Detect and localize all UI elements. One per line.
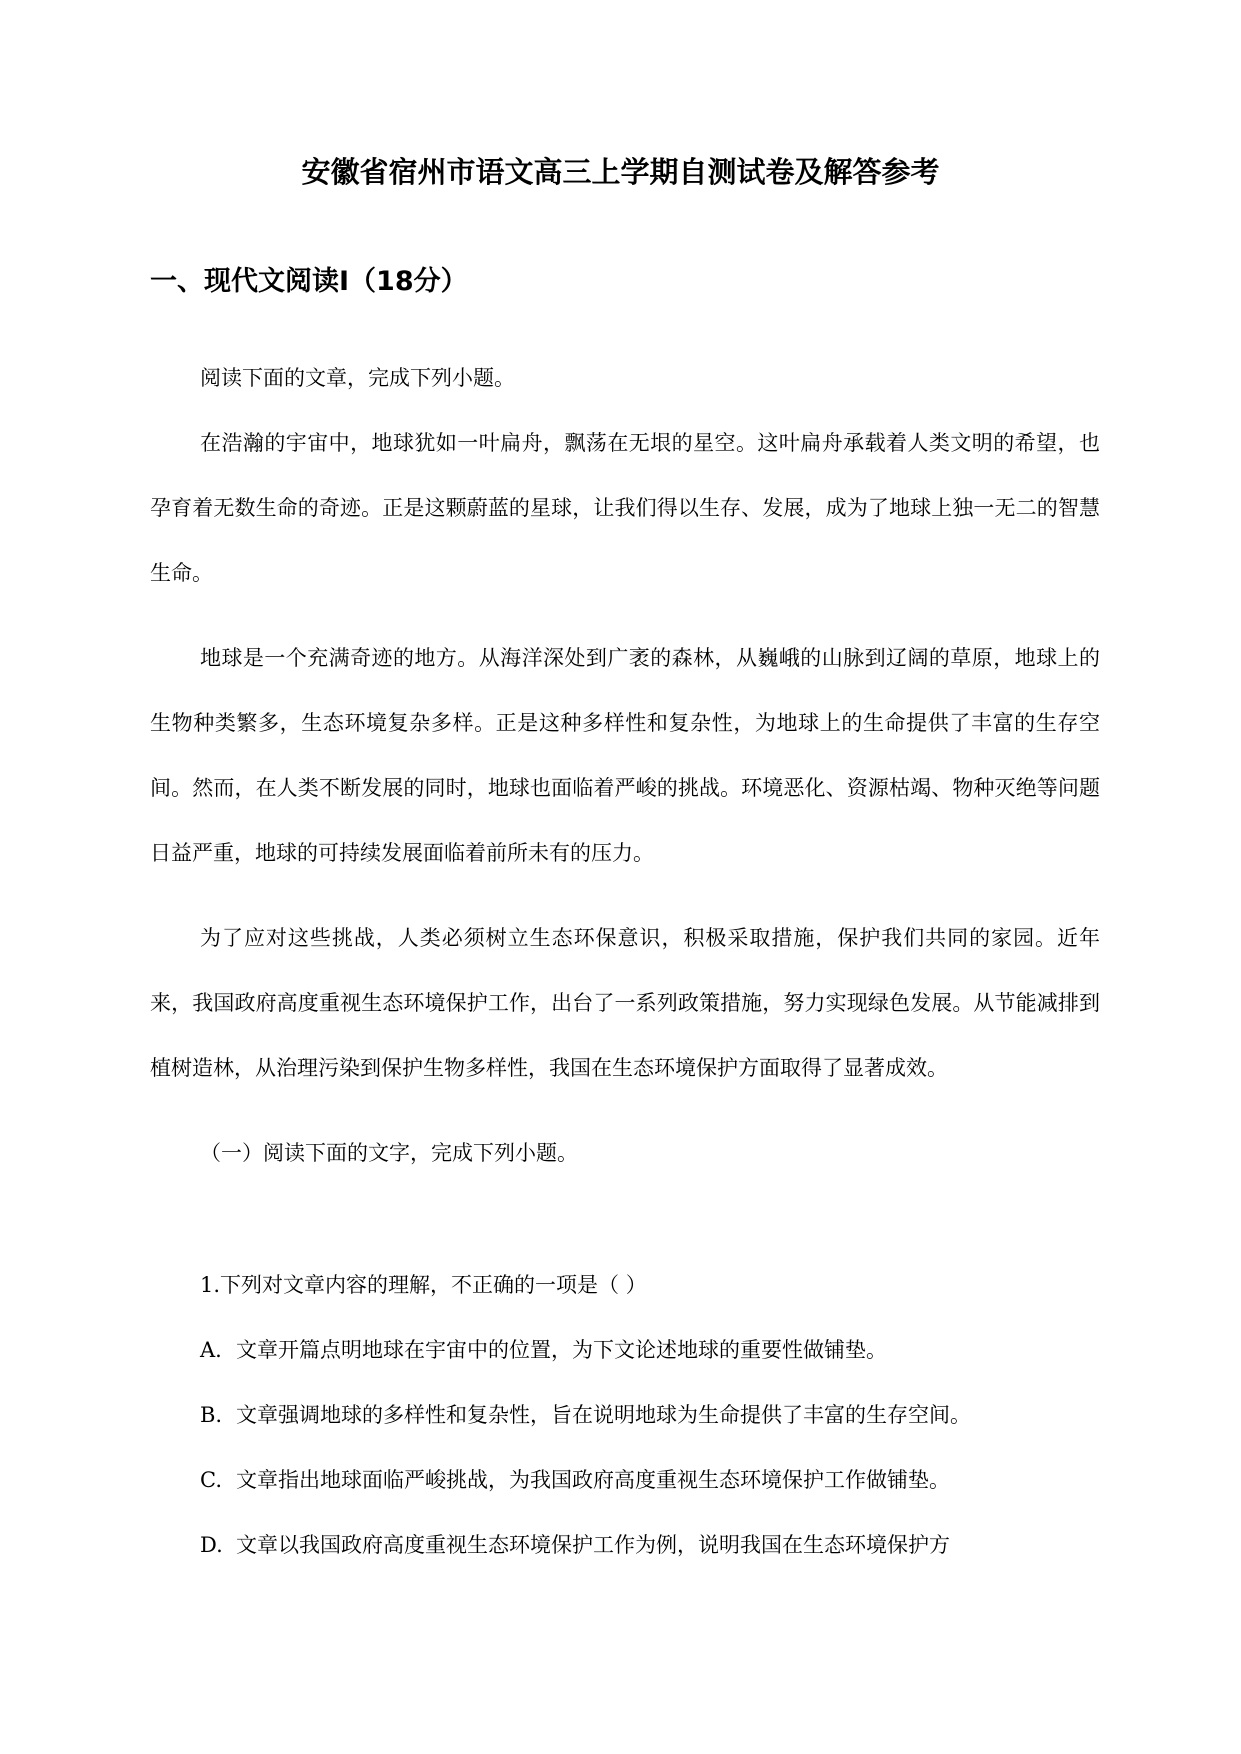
option-letter: A.	[200, 1338, 222, 1362]
question-stem: 1.下列对文章内容的理解，不正确的一项是（ ）	[200, 1273, 647, 1297]
document-title: 安徽省宿州市语文高三上学期自测试卷及解答参考	[301, 155, 940, 189]
question-1	[150, 1253, 1100, 1578]
section-heading: 一、现代文阅读Ⅰ（18分）	[150, 266, 468, 297]
sub-section-instruction: （一）阅读下面的文字，完成下列小题。	[200, 1141, 578, 1165]
reading-passage	[150, 346, 1100, 1186]
option-b	[150, 1383, 1100, 1448]
passage-paragraph: 地球是一个充满奇迹的地方。从海洋深处到广袤的森林，从巍峨的山脉到辽阔的草原，地球上的生物种类繁多，生态环境复杂多样。正是这种多样性和复杂性，为地球上的生命提供了丰富的生存空间。然而，在人类不断发展的同时，地球也面临着严峻的挑战。环境恶化、资源枯竭、物种灭绝等问题日益严重，地球的可持续发展面临着前所未有的压力。	[150, 646, 1100, 865]
option-text: 文章以我国政府高度重视生态环境保护工作为例，说明我国在生态环境保护方	[236, 1533, 950, 1557]
option-text: 文章强调地球的多样性和复杂性，旨在说明地球为生命提供了丰富的生存空间。	[236, 1403, 971, 1427]
passage-paragraph: 在浩瀚的宇宙中，地球犹如一叶扁舟，飘荡在无垠的星空。这叶扁舟承载着人类文明的希望，也孕育着无数生命的奇迹。正是这颗蔚蓝的星球，让我们得以生存、发展，成为了地球上独一无二的智慧生命。	[150, 431, 1100, 585]
option-c	[150, 1448, 1100, 1513]
option-d	[150, 1513, 1100, 1578]
option-a	[150, 1318, 1100, 1383]
option-text: 文章指出地球面临严峻挑战，为我国政府高度重视生态环境保护工作做铺垫。	[236, 1468, 950, 1492]
passage-paragraph: 为了应对这些挑战，人类必须树立生态环保意识，积极采取措施，保护我们共同的家园。近年来，我国政府高度重视生态环境保护工作，出台了一系列政策措施，努力实现绿色发展。从节能减排到植树造林，从治理污染到保护生物多样性，我国在生态环境保护方面取得了显著成效。	[150, 926, 1100, 1080]
option-letter: B.	[200, 1403, 223, 1427]
option-text: 文章开篇点明地球在宇宙中的位置，为下文论述地球的重要性做铺垫。	[236, 1338, 887, 1362]
option-letter: C.	[200, 1468, 222, 1492]
option-letter: D.	[200, 1533, 223, 1557]
reading-instruction: 阅读下面的文章，完成下列小题。	[200, 366, 515, 390]
